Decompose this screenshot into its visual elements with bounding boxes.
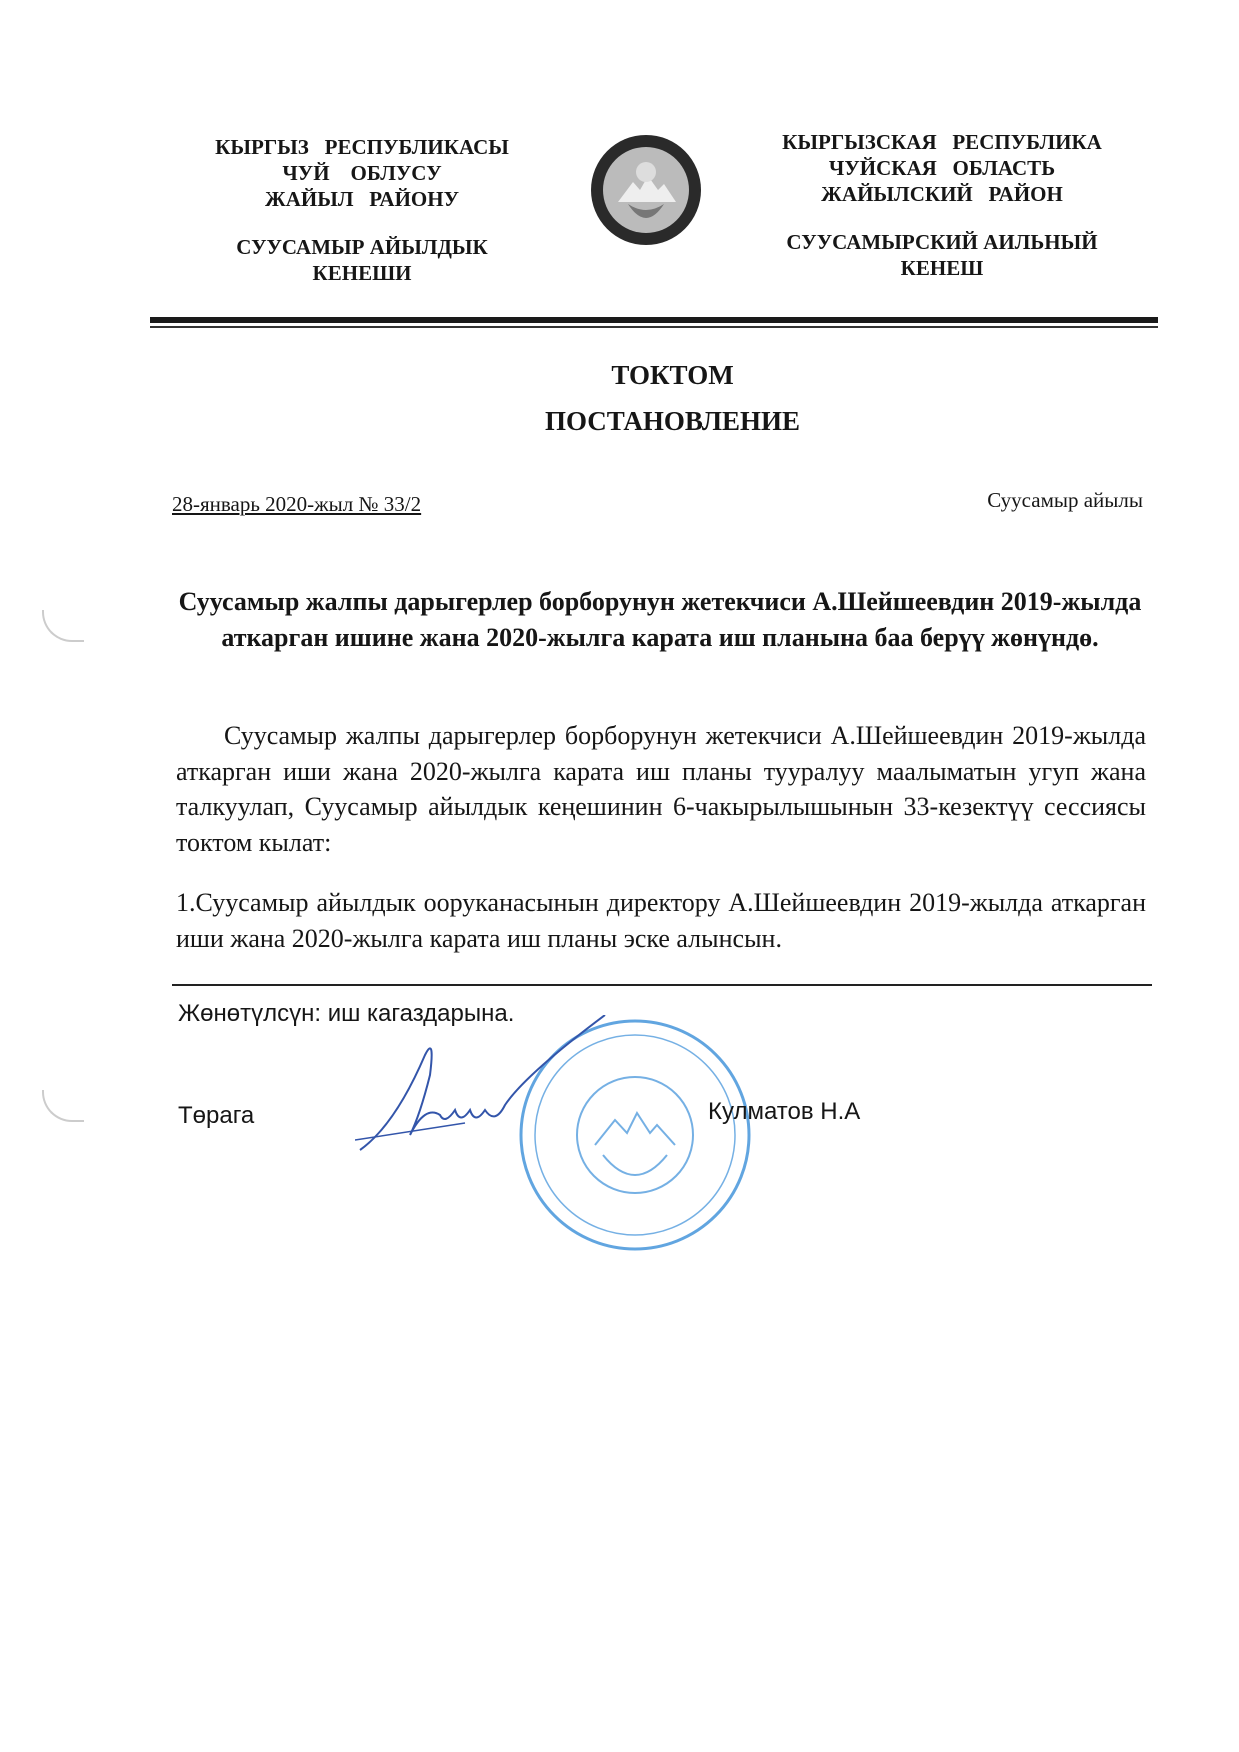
subject: Суусамыр жалпы дарыгерлер борборунун жетекчиси А.Шейшеевдин 2019-жылда аткарган ишине жана 2020-жылга карата иш планына баа берүү жөнүндө. <box>178 587 1142 652</box>
signature <box>355 1015 615 1155</box>
header-line: КЫРГЫЗ РЕСПУБЛИКАСЫ <box>215 135 509 159</box>
header-divider-thin <box>150 326 1158 328</box>
header-line: ЖАЙЫЛСКИЙ РАЙОН <box>821 182 1063 206</box>
header-russian <box>732 129 1152 281</box>
signatory-name: Кулматов Н.А <box>708 1098 861 1125</box>
preamble: Суусамыр жалпы дарыгерлер борборунун жетекчиси А.Шейшеевдин 2019-жылда аткарган иши жана 2020-жылга карата иш планы тууралуу маалыматын угуп жана талкуулап, Суусамыр айылдык кеңешинин 6-чакырылышынын 33-кезектүү сессиясы токтом кылат: <box>176 721 1146 857</box>
header-kyrgyz <box>152 134 572 286</box>
header-line: ЧУЙСКАЯ ОБЛАСТЬ <box>828 156 1056 180</box>
doc-type-kyrgyz: ТОКТОМ <box>611 360 734 390</box>
signatory-title: Төрага <box>178 1102 255 1129</box>
punch-hole-mark <box>42 1090 84 1122</box>
header-org-line: СУУСАМЫРСКИЙ АИЛЬНЫЙ <box>786 230 1098 254</box>
footer-divider <box>172 984 1152 986</box>
header-line: КЫРГЫЗСКАЯ РЕСПУБЛИКА <box>782 130 1102 154</box>
header-org-line: КЕНЕШИ <box>312 261 412 285</box>
header-org-line: СУУСАМЫР АЙЫЛДЫК <box>236 235 488 259</box>
place: Суусамыр айылы <box>987 488 1143 512</box>
header-divider <box>150 317 1158 323</box>
doc-type-russian: ПОСТАНОВЛЕНИЕ <box>544 406 801 436</box>
state-emblem <box>588 132 704 248</box>
header-line: ЧУЙ ОБЛУСУ <box>282 161 442 185</box>
header-line: ЖАЙЫЛ РАЙОНУ <box>264 187 459 211</box>
header-org-line: КЕНЕШ <box>900 256 984 280</box>
date-number: 28-январь 2020-жыл № 33/2 <box>172 492 422 516</box>
distribution: Жөнөтүлсүн: иш кагаздарына. <box>178 1000 515 1027</box>
punch-hole-mark <box>42 610 84 642</box>
item-1: 1.Суусамыр айылдык ооруканасынын директору А.Шейшеевдин 2019-жылда аткарган иши жана 2020-жылга карата иш планы эске алынсын. <box>176 888 1146 953</box>
